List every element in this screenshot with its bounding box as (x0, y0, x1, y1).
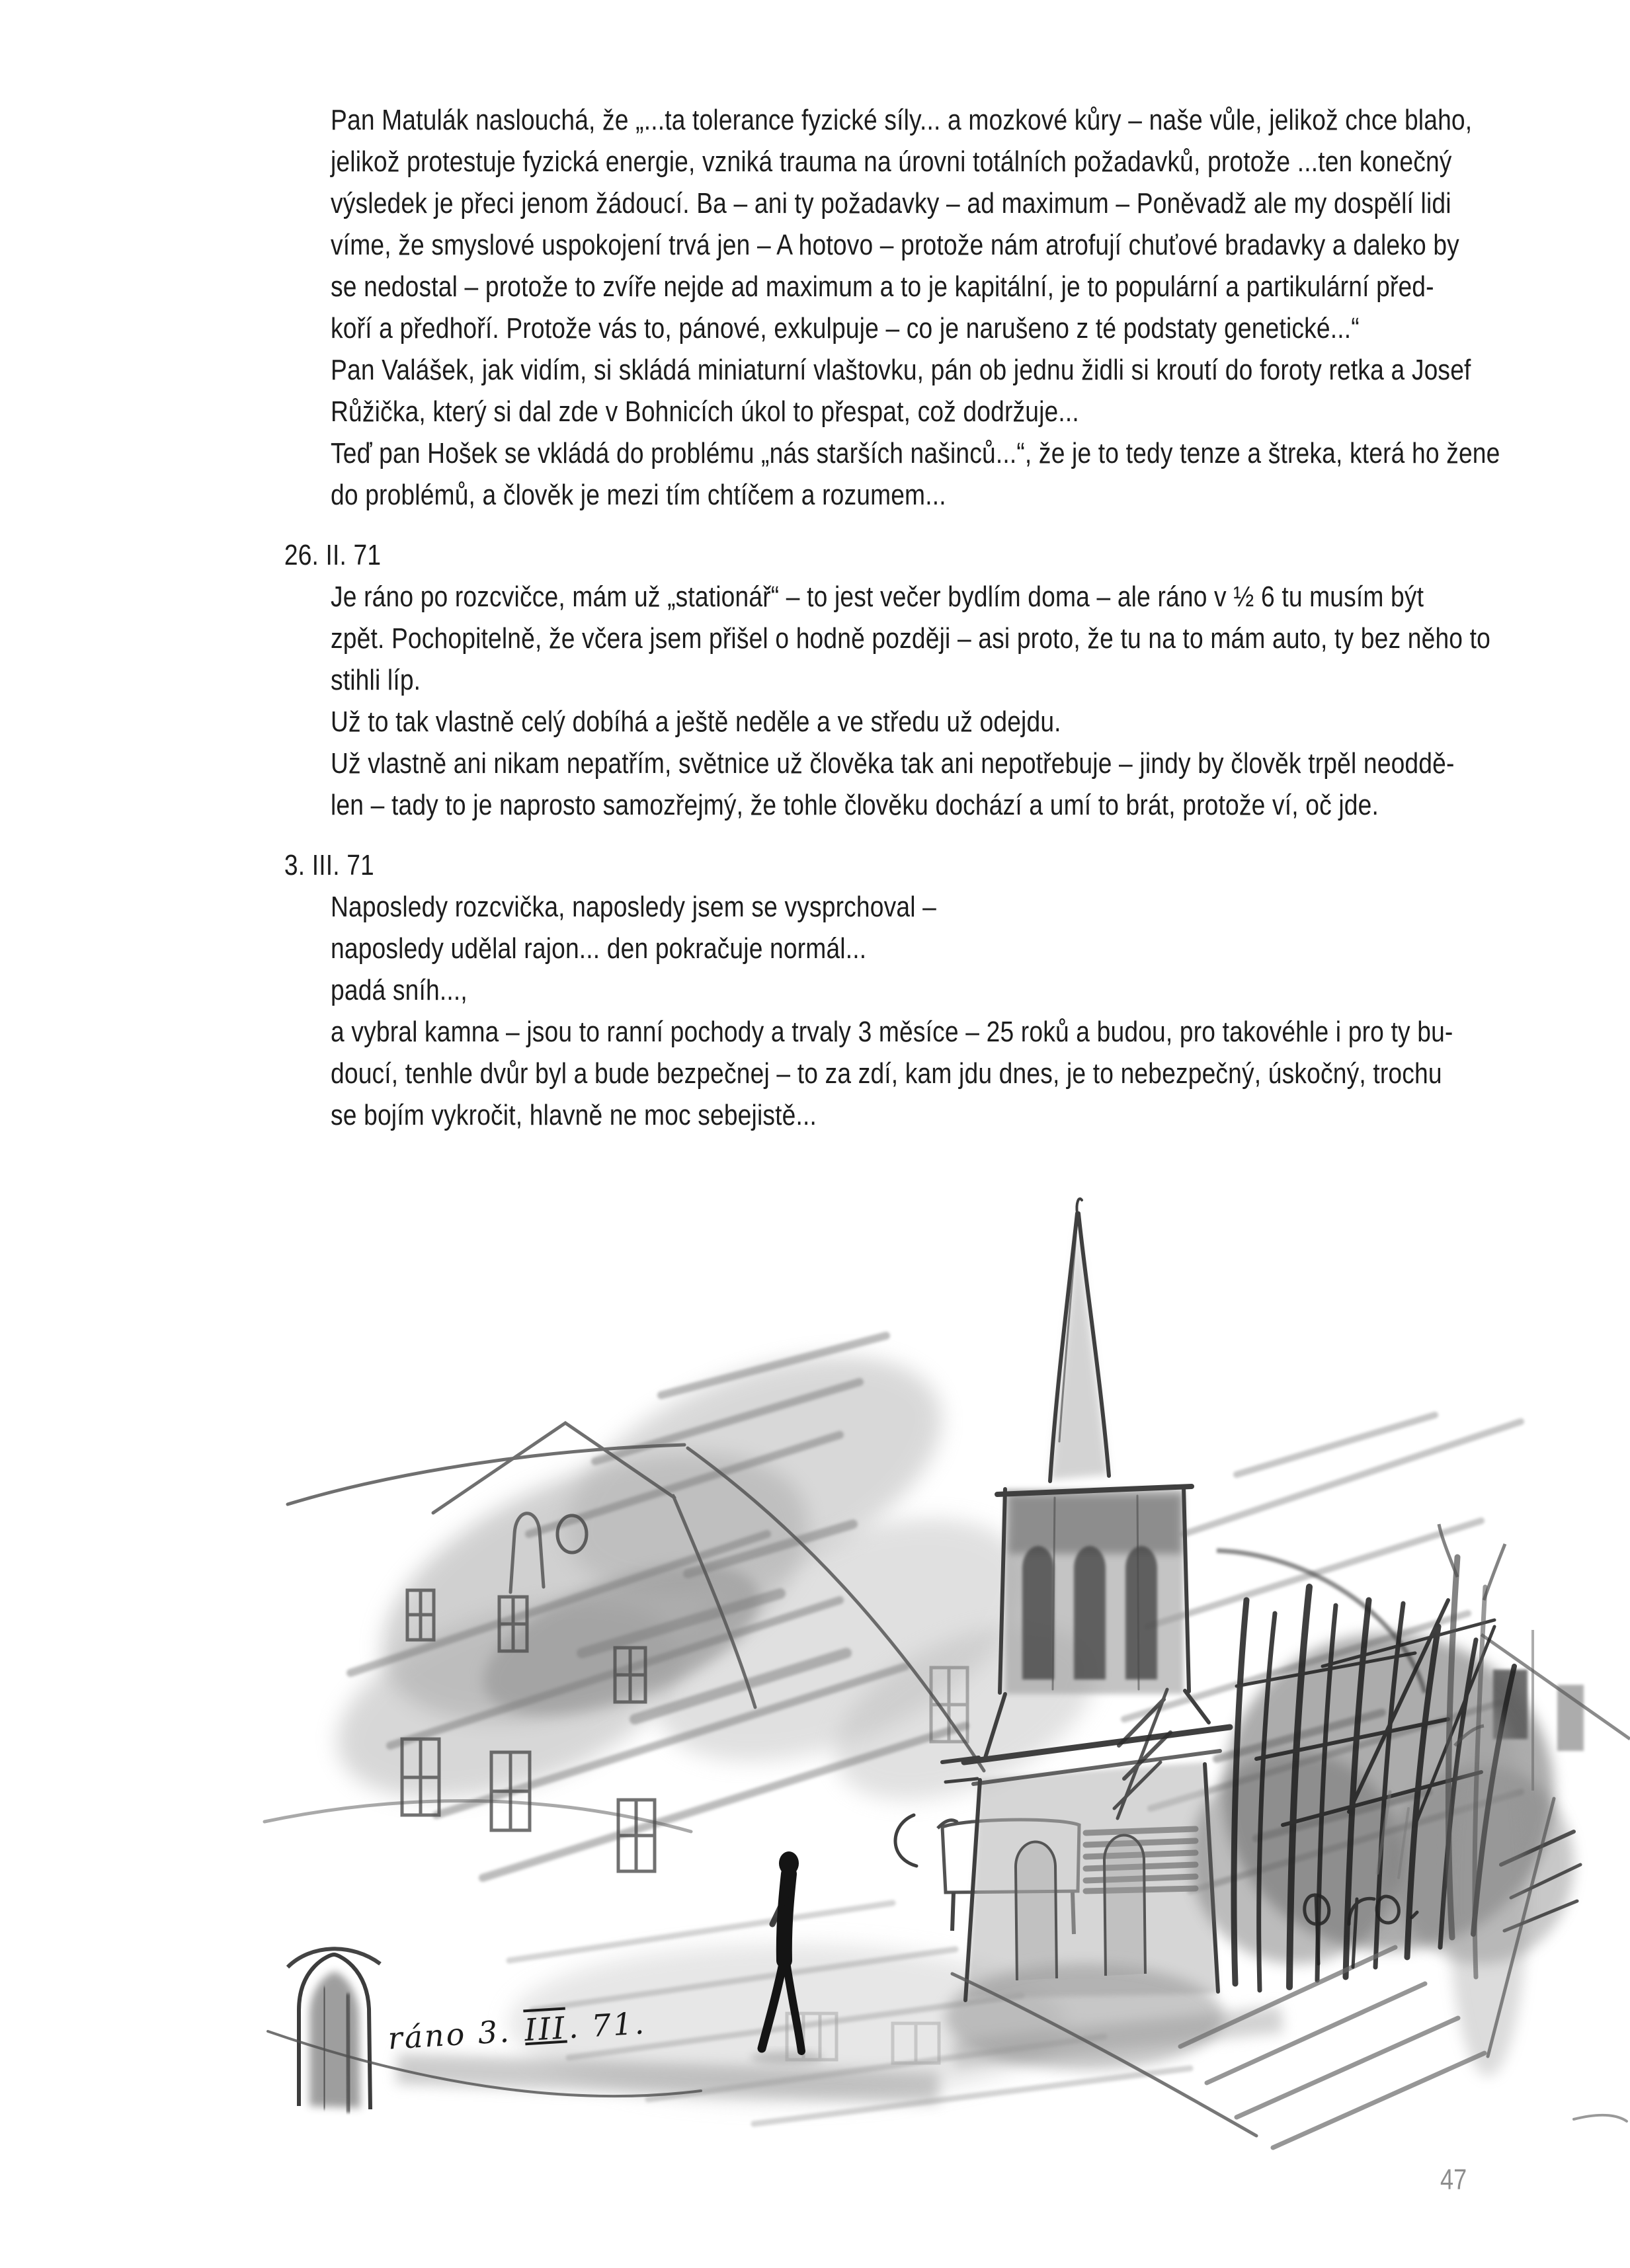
page-number: 47 (1440, 2164, 1467, 2196)
text-line: výsledek je přeci jenom žádoucí. Ba – ani ty požadavky – ad maximum – Poněvadž ale my dospělí lidi (331, 187, 1451, 220)
text-line: Teď pan Hošek se vkládá do problému „nás starších našinců...“, že je to tedy tenze a štreka, která ho žene (331, 437, 1500, 469)
text-line: víme, že smyslové uspokojení trvá jen – A hotovo – protože nám atrofují chuťové bradavky a daleko by (331, 229, 1459, 261)
charcoal-drawing (225, 1164, 1630, 2156)
text-line: Už to tak vlastně celý dobíhá a ještě neděle a ve středu už odejdu. (331, 706, 1061, 738)
text-line: do problémů, a člověk je mezi tím chtíčem a rozumem... (331, 479, 946, 511)
journal-text (284, 99, 1500, 1136)
text-line: se nedostal – protože to zvíře nejde ad maximum a to je kapitální, je to populární a partikulární před- (331, 270, 1434, 303)
text-line: len – tady to je naprosto samozřejmý, že tohle člověku dochází a umí to brát, protože ví, oč jde. (331, 789, 1379, 821)
journal-paragraph (331, 576, 1498, 826)
text-line: a vybral kamna – jsou to ranní pochody a trvaly 3 měsíce – 25 roků a budou, pro takovéhle i pro ty bu- (331, 1016, 1453, 1048)
text-line: padá sníh..., (331, 974, 468, 1006)
caption-roman-numeral: III (523, 2009, 568, 2048)
journal-paragraph (331, 886, 1498, 1136)
caption-before: ráno 3. (387, 2013, 512, 2056)
text-line: zpět. Pochopitelně, že včera jsem přišel o hodně později – asi proto, že tu na to mám auto, ty bez něho to (331, 622, 1490, 655)
text-line: se bojím vykročit, hlavně ne moc sebejistě... (331, 1099, 817, 1131)
text-line: naposledy udělal rajon... den pokračuje normál... (331, 932, 867, 965)
caption-after: . 71. (567, 2005, 647, 2046)
text-line: Je ráno po rozcvičce, mám už „stationář“ – to jest večer bydlím doma – ale ráno v ½ 6 tu musím být (331, 581, 1424, 613)
text-line: stihli líp. (331, 664, 421, 696)
entry-date: 26. II. 71 (284, 539, 382, 571)
text-line: koří a předhoří. Protože vás to, pánové, exkulpuje – co je narušeno z té podstaty genetické...“ (331, 312, 1360, 344)
arched-doorway (288, 1949, 380, 2113)
journal-paragraph (331, 99, 1498, 516)
entry-date: 3. III. 71 (284, 849, 374, 881)
text-line: Růžička, který si dal zde v Bohnicích úkol to přespat, což dodržuje... (331, 395, 1079, 428)
text-line: Pan Valášek, jak vidím, si skládá miniaturní vlaštovku, pán ob jednu židli si kroutí do foroty retka a Josef (331, 354, 1471, 386)
text-line: Naposledy rozcvička, naposledy jsem se vysprchoval – (331, 891, 936, 923)
text-line: doucí, tenhle dvůr byl a bude bezpečnej – to za zdí, kam jdu dnes, je to nebezpečný, úskočný, trochu (331, 1057, 1442, 1090)
text-line: Už vlastně ani nikam nepatřím, světnice už člověka tak ani nepotřebuje – jindy by člověk trpěl neoddě- (331, 747, 1455, 780)
text-line: Pan Matulák naslouchá, že „...ta tolerance fyzické síly... a mozkové kůry – naše vůle, jelikož chce blaho, (331, 104, 1473, 136)
text-line: jelikož protestuje fyzická energie, vzniká trauma na úrovni totálních požadavků, protože ...ten konečný (331, 145, 1452, 178)
